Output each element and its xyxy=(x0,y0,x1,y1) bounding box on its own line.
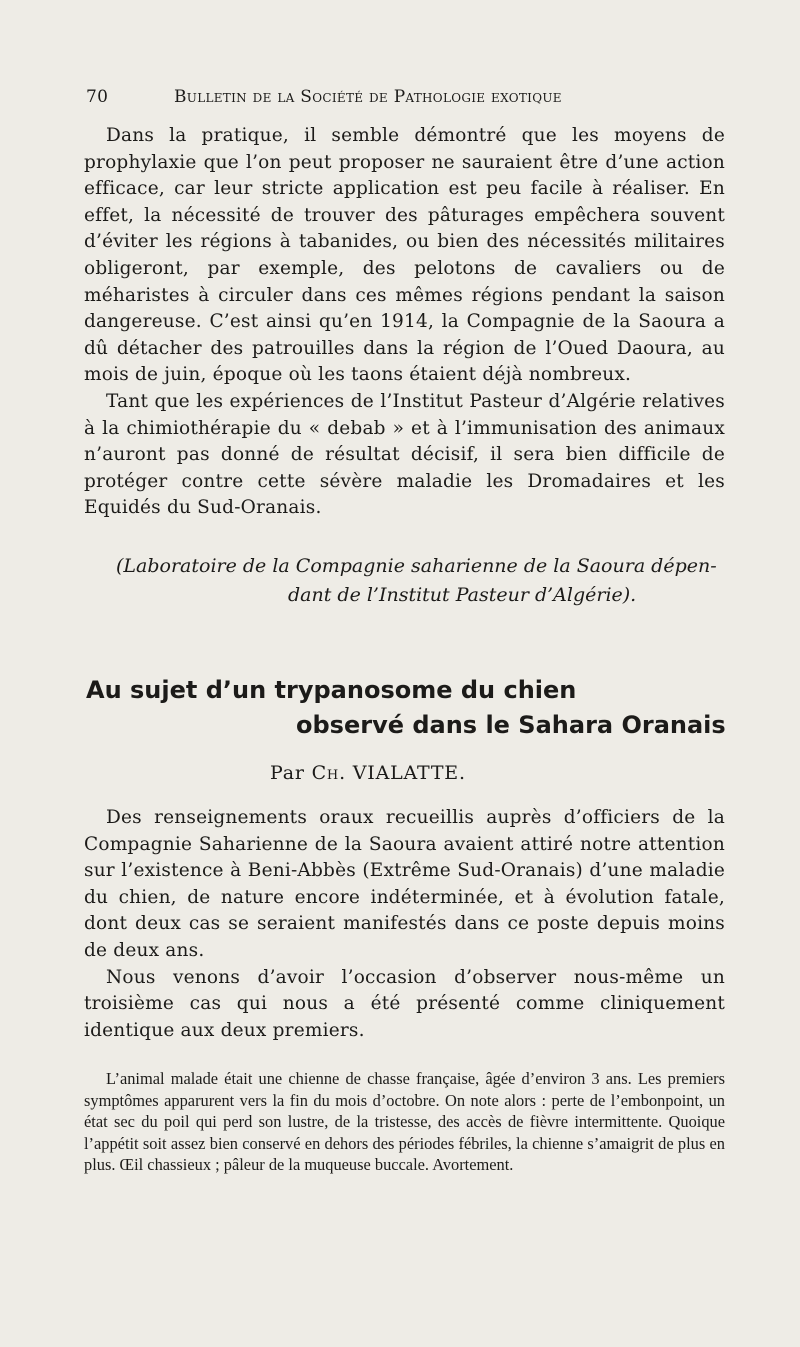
running-title: Bulletin de la Société de Pathologie exotique xyxy=(174,87,562,107)
section1-body xyxy=(84,123,725,522)
paragraph: Nous venons d’avoir l’occasion d’observer nous-même un troisième cas qui nous a été présenté comme cliniquement identique aux deux premiers. xyxy=(84,966,725,1041)
page-number: 70 xyxy=(86,87,109,107)
article-title-line-2: observé dans le Sahara Oranais xyxy=(296,711,726,739)
credit-line-1: (Laboratoire de la Compagnie saharienne de la Saoura dépen- xyxy=(116,555,717,577)
byline-prefix: Par xyxy=(270,762,305,784)
byline xyxy=(270,762,466,784)
author-name: Ch. VIALATTE. xyxy=(311,762,466,784)
paragraph: Des renseignements oraux recueillis auprès d’officiers de la Compagnie Saharienne de la Saoura avaient attiré notre attention sur l’existence à Beni-Abbès (Extrême Sud-Oranais) d’une maladie du chien, de nature encore indéterminée, et à évolution fatale, dont deux cas se seraient manifestés dans ce poste depuis moins de deux ans. xyxy=(84,807,725,961)
article-body xyxy=(84,805,725,1044)
case-description xyxy=(84,1068,725,1176)
article-title-line-1: Au sujet d’un trypanosome du chien xyxy=(86,676,577,704)
lab-credit xyxy=(116,552,726,610)
credit-line-2: dant de l’Institut Pasteur d’Algérie). xyxy=(288,584,637,606)
paragraph: Tant que les expériences de l’Institut Pasteur d’Algérie relatives à la chimiothérapie du « debab » et à l’immunisation des animaux n’auront pas donné de résultat décisif, il sera bien difficile de protéger contre cette sévère maladie les Dromadaires et les Equidés du Sud-Oranais. xyxy=(84,390,725,519)
case-note: L’animal malade était une chienne de chasse française, âgée d’environ 3 ans. Les premiers symptômes apparurent vers la fin du mois d’octobre. On note alors : perte de l’embonpoint, un état sec du poil qui perd son lustre, de la tristesse, des accès de fièvre intermittente. Quoique l’appétit soit assez bien conservé en dehors des périodes fébriles, la chienne s’amaigrit de plus en plus. Œil chassieux ; pâleur de la muqueuse buccale. Avortement. xyxy=(84,1069,725,1175)
paragraph: Dans la pratique, il semble démontré que les moyens de prophylaxie que l’on peut proposer ne sauraient être d’une action efficace, car leur stricte application est peu facile à réaliser. En effet, la nécessité de trouver des pâturages empêchera souvent d’éviter les régions à tabanides, ou bien des nécessités militaires obligeront, par exemple, des pelotons de cavaliers ou de méharistes à circuler dans ces mêmes régions pendant la saison dangereuse. C’est ainsi qu’en 1914, la Compagnie de la Saoura a dû détacher des patrouilles dans la région de l’Oued Daoura, au mois de juin, époque où les taons étaient déjà nombreux. xyxy=(84,125,725,386)
